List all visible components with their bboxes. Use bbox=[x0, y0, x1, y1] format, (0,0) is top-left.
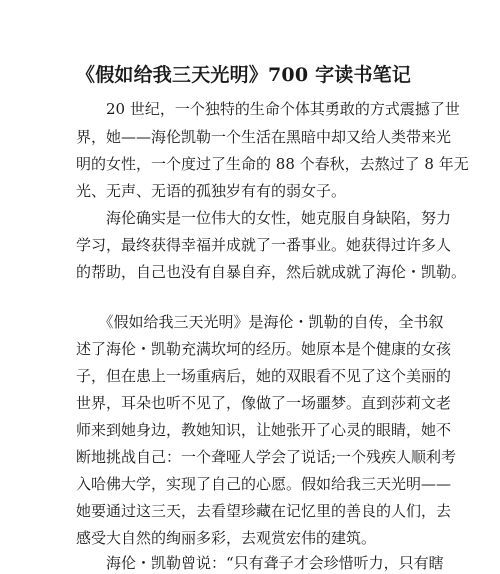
paragraph-1-line-3: 明的女性，一个度过了生命的 88 个春秋，去熬过了 8 年无 bbox=[76, 155, 469, 173]
document-title: 《假如给我三天光明》700 字读书笔记 bbox=[76, 64, 412, 86]
paragraph-4-line-1: 海伦・凯勒曾说：“只有聋子才会珍惜听力，只有瞎 bbox=[76, 554, 444, 572]
paragraph-2-line-3: 的帮助，自己也没有自暴自弃，然后就成就了海伦・凯勒。 bbox=[76, 263, 467, 281]
paragraph-3-line-7: 入哈佛大学，实现了自己的心愿。假如给我三天光明—— bbox=[76, 475, 452, 493]
paragraph-3-line-1: 《假如给我三天光明》是海伦・凯勒的自传，全书叙 bbox=[76, 313, 444, 331]
paragraph-3-line-2: 述了海伦・凯勒充满坎坷的经历。她原本是个健康的女孩 bbox=[76, 340, 452, 358]
paragraph-3-line-6: 断地挑战自己：一个聋哑人学会了说话;一个残疾人顺利考 bbox=[76, 448, 457, 466]
paragraph-1-line-4: 光、无声、无语的孤独岁有有的弱女子。 bbox=[76, 182, 347, 200]
paragraph-3-line-4: 世界，耳朵也听不见了，像做了一场噩梦。直到莎莉文老 bbox=[76, 394, 452, 412]
paragraph-2-line-1: 海伦确实是一位伟大的女性，她克服自身缺陷，努力 bbox=[76, 209, 452, 227]
paragraph-3-line-5: 师来到她身边，教她知识，让她张开了心灵的眼睛，她不 bbox=[76, 421, 452, 439]
paragraph-3-line-8: 她要通过这三天，去看望珍藏在记忆里的善良的人们，去 bbox=[76, 502, 452, 520]
paragraph-1-line-1: 20 世纪，一个独特的生命个体其勇敢的方式震撼了世 bbox=[76, 100, 460, 118]
paragraph-3-line-3: 子，但在患上一场重病后，她的双眼看不见了这个美丽的 bbox=[76, 367, 452, 385]
paragraph-3-line-9: 感受大自然的绚丽多彩，去观赏宏伟的建筑。 bbox=[76, 529, 377, 547]
paragraph-1-line-2: 界，她——海伦凯勒一个生活在黑暗中却又给人类带来光 bbox=[76, 128, 452, 146]
paragraph-2-line-2: 学习，最终获得幸福并成就了一番事业。她获得过许多人 bbox=[76, 236, 452, 254]
